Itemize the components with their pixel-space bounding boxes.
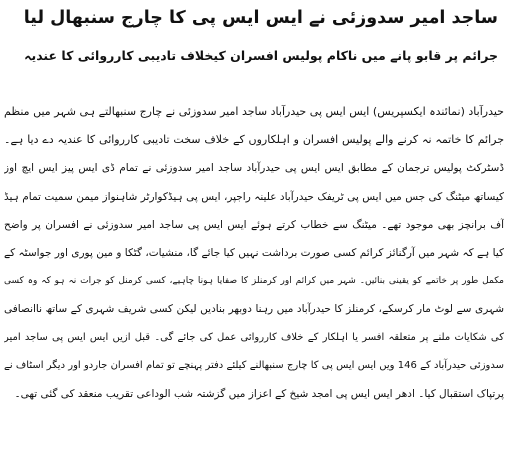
body-line: پرتپاک استقبال کیا۔ ادھر ایس ایس پی امجد شیخ کے اعزاز میں گزشتہ شب الوداعی تقریب منعقد کی گئی تھی۔ [14, 387, 504, 400]
body-line: شہری سے لوٹ مار کرسکے، کرمنلز کا حیدرآباد میں رہنا دوبھر بنادیں لیکن کسی شریف شہری کے ساتھ ناانصافی [4, 303, 504, 316]
body-line: مکمل طور پر خاتمے کو یقینی بنائیں۔ شہر میں کرائم اور کرمنلز کا صفایا ہونا چاہیے، کسی کرمنل کو جرات نہ ہو کہ وہ کسی [4, 276, 504, 287]
body-line: ڈسٹرکٹ پولیس ترجمان کے مطابق ایس ایس پی حیدرآباد ساجد امیر سدوزئی نے تمام ڈی ایس پیز ایس ایچ اوز [4, 162, 504, 175]
body-line: جرائم کا خاتمہ نہ کرنے والے پولیس افسران و اہلکاروں کے خلاف سخت تادیبی کارروائی کا عندیہ دے دیا ہے۔ [4, 133, 504, 147]
article-body [4, 98, 504, 408]
body-line: کیساتھ میٹنگ کی جس میں ایس پی ٹریفک حیدرآباد علینہ راجپر، ایس پی ہیڈکوارٹر شاہنواز میمن سمیت تمام ہیڈ [4, 190, 504, 203]
body-line: آف برانچز بھی موجود تھے۔ میٹنگ سے خطاب کرتے ہوئے ایس ایس پی ساجد امیر سدوزئی نے افسران پر واضح [4, 218, 504, 231]
headline: ساجد امیر سدوزئی نے ایس ایس پی کا چارج سنبھال لیا [23, 8, 498, 28]
subheadline: جرائم پر قابو پانے میں ناکام پولیس افسران کیخلاف تادیبی کارروائی کا عندیہ [24, 48, 498, 63]
body-line: حیدرآباد (نمائندہ ایکسپریس) ایس ایس پی حیدرآباد ساجد امیر سدوزئی نے چارج سنبھالتے ہی شہر میں منظم [4, 105, 504, 118]
body-line: سدوزئی حیدرآباد کے 146 ویں ایس ایس پی کا چارج سنبھالنے کیلئے دفتر پہنچے تو تمام افسران جاردو اور دیگر اسٹاف نے [4, 359, 504, 371]
body-line: کیا ہے کہ شہر میں آرگنائز کرائم کسی صورت برداشت نہیں کیا جائے گا، منشیات، گٹکا و مین پوری اور جواسٹہ کے [4, 246, 504, 259]
body-line: کی شکایات ملنے پر متعلقہ افسر یا اہلکار کے خلاف کارروائی عمل کی جائے گی۔ قبل ازیں ایس ایس پی ساجد امیر [4, 331, 504, 343]
